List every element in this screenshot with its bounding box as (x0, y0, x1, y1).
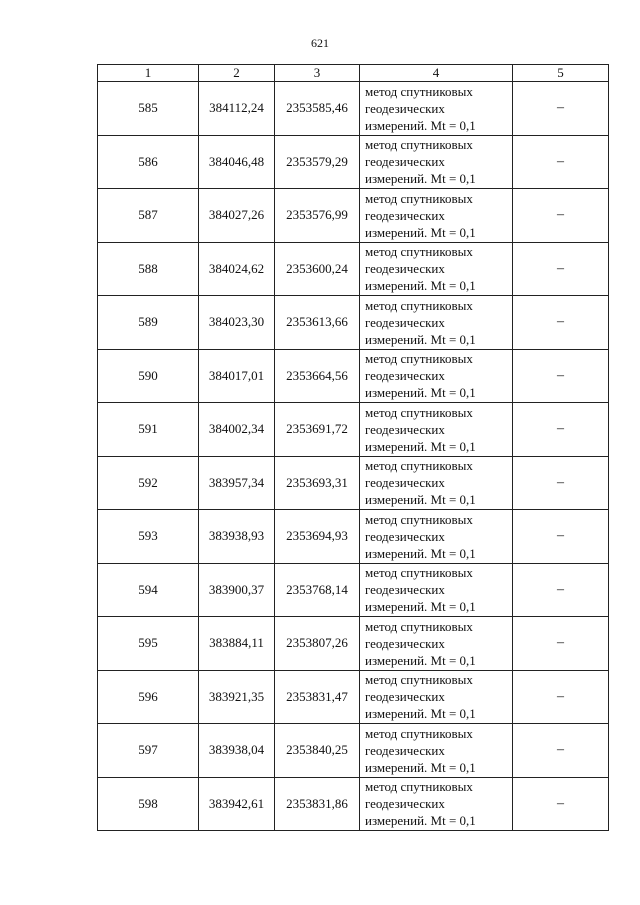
point-number-cell: 587 (98, 189, 199, 243)
table-body (98, 82, 609, 831)
method-cell (360, 403, 513, 457)
table-row (98, 510, 609, 564)
method-line: метод спутниковых (365, 404, 473, 420)
y-coordinate-cell: 2353807,26 (275, 617, 360, 671)
method-cell (360, 349, 513, 403)
note-cell: – (513, 670, 609, 724)
method-line: метод спутниковых (365, 672, 473, 688)
method-line: измерений. Mt = 0,1 (365, 171, 476, 187)
method-line: геодезических (365, 528, 445, 544)
note-cell: – (513, 724, 609, 778)
method-line: метод спутниковых (365, 779, 473, 795)
header-row (98, 65, 609, 82)
note-cell: – (513, 563, 609, 617)
method-cell (360, 670, 513, 724)
method-line: геодезических (365, 421, 445, 437)
method-line: геодезических (365, 796, 445, 812)
table-row (98, 456, 609, 510)
method-line: измерений. Mt = 0,1 (365, 438, 476, 454)
method-line: метод спутниковых (365, 137, 473, 153)
note-cell: – (513, 349, 609, 403)
header-col-3: 3 (275, 65, 360, 82)
x-coordinate-cell: 383957,34 (199, 456, 275, 510)
y-coordinate-cell: 2353613,66 (275, 296, 360, 350)
y-coordinate-cell: 2353579,29 (275, 135, 360, 189)
y-coordinate-cell: 2353576,99 (275, 189, 360, 243)
method-line: геодезических (365, 689, 445, 705)
table-row (98, 349, 609, 403)
x-coordinate-cell: 384027,26 (199, 189, 275, 243)
note-cell: – (513, 82, 609, 136)
x-coordinate-cell: 384112,24 (199, 82, 275, 136)
method-line: измерений. Mt = 0,1 (365, 331, 476, 347)
x-coordinate-cell: 384046,48 (199, 135, 275, 189)
method-cell (360, 510, 513, 564)
method-cell (360, 135, 513, 189)
note-cell: – (513, 135, 609, 189)
point-number-cell: 590 (98, 349, 199, 403)
method-line: геодезических (365, 314, 445, 330)
header-col-1: 1 (98, 65, 199, 82)
point-number-cell: 588 (98, 242, 199, 296)
x-coordinate-cell: 383942,61 (199, 777, 275, 831)
method-line: геодезических (365, 368, 445, 384)
note-cell: – (513, 242, 609, 296)
y-coordinate-cell: 2353831,86 (275, 777, 360, 831)
method-line: геодезических (365, 100, 445, 116)
table-row (98, 296, 609, 350)
x-coordinate-cell: 383884,11 (199, 617, 275, 671)
x-coordinate-cell: 384002,34 (199, 403, 275, 457)
method-line: геодезических (365, 261, 445, 277)
method-line: метод спутниковых (365, 351, 473, 367)
y-coordinate-cell: 2353693,31 (275, 456, 360, 510)
note-cell: – (513, 510, 609, 564)
y-coordinate-cell: 2353691,72 (275, 403, 360, 457)
table-row (98, 242, 609, 296)
x-coordinate-cell: 383938,04 (199, 724, 275, 778)
table-row (98, 135, 609, 189)
coordinates-table (97, 64, 609, 831)
method-cell (360, 242, 513, 296)
table-header (98, 65, 609, 82)
method-line: измерений. Mt = 0,1 (365, 759, 476, 775)
method-line: измерений. Mt = 0,1 (365, 385, 476, 401)
method-line: метод спутниковых (365, 458, 473, 474)
method-line: метод спутниковых (365, 297, 473, 313)
note-cell: – (513, 189, 609, 243)
table-row (98, 563, 609, 617)
point-number-cell: 593 (98, 510, 199, 564)
method-line: геодезических (365, 475, 445, 491)
y-coordinate-cell: 2353664,56 (275, 349, 360, 403)
method-cell (360, 777, 513, 831)
method-line: измерений. Mt = 0,1 (365, 652, 476, 668)
point-number-cell: 596 (98, 670, 199, 724)
point-number-cell: 591 (98, 403, 199, 457)
y-coordinate-cell: 2353768,14 (275, 563, 360, 617)
point-number-cell: 585 (98, 82, 199, 136)
x-coordinate-cell: 384023,30 (199, 296, 275, 350)
y-coordinate-cell: 2353585,46 (275, 82, 360, 136)
point-number-cell: 597 (98, 724, 199, 778)
method-line: измерений. Mt = 0,1 (365, 706, 476, 722)
point-number-cell: 594 (98, 563, 199, 617)
x-coordinate-cell: 383900,37 (199, 563, 275, 617)
x-coordinate-cell: 384017,01 (199, 349, 275, 403)
method-line: измерений. Mt = 0,1 (365, 545, 476, 561)
y-coordinate-cell: 2353831,47 (275, 670, 360, 724)
table-row (98, 724, 609, 778)
method-line: измерений. Mt = 0,1 (365, 813, 476, 829)
method-line: метод спутниковых (365, 511, 473, 527)
method-cell (360, 563, 513, 617)
note-cell: – (513, 403, 609, 457)
header-col-2: 2 (199, 65, 275, 82)
note-cell: – (513, 296, 609, 350)
method-line: метод спутниковых (365, 618, 473, 634)
method-line: геодезических (365, 635, 445, 651)
table-row (98, 403, 609, 457)
method-cell (360, 189, 513, 243)
header-col-4: 4 (360, 65, 513, 82)
method-cell (360, 724, 513, 778)
method-line: метод спутниковых (365, 725, 473, 741)
x-coordinate-cell: 384024,62 (199, 242, 275, 296)
table-row (98, 189, 609, 243)
table-row (98, 777, 609, 831)
method-cell (360, 296, 513, 350)
method-line: измерений. Mt = 0,1 (365, 278, 476, 294)
point-number-cell: 595 (98, 617, 199, 671)
note-cell: – (513, 777, 609, 831)
table-row (98, 82, 609, 136)
method-line: геодезических (365, 154, 445, 170)
method-line: метод спутниковых (365, 83, 473, 99)
method-cell (360, 82, 513, 136)
y-coordinate-cell: 2353840,25 (275, 724, 360, 778)
point-number-cell: 589 (98, 296, 199, 350)
method-line: метод спутниковых (365, 565, 473, 581)
x-coordinate-cell: 383921,35 (199, 670, 275, 724)
method-line: измерений. Mt = 0,1 (365, 492, 476, 508)
point-number-cell: 598 (98, 777, 199, 831)
method-line: измерений. Mt = 0,1 (365, 224, 476, 240)
method-cell (360, 456, 513, 510)
method-cell (360, 617, 513, 671)
table-row (98, 670, 609, 724)
method-line: измерений. Mt = 0,1 (365, 117, 476, 133)
method-line: геодезических (365, 582, 445, 598)
method-line: геодезических (365, 742, 445, 758)
method-line: геодезических (365, 207, 445, 223)
y-coordinate-cell: 2353600,24 (275, 242, 360, 296)
header-col-5: 5 (513, 65, 609, 82)
point-number-cell: 592 (98, 456, 199, 510)
page-number: 621 (311, 36, 329, 50)
method-line: метод спутниковых (365, 190, 473, 206)
table-row (98, 617, 609, 671)
x-coordinate-cell: 383938,93 (199, 510, 275, 564)
y-coordinate-cell: 2353694,93 (275, 510, 360, 564)
method-line: измерений. Mt = 0,1 (365, 599, 476, 615)
method-line: метод спутниковых (365, 244, 473, 260)
note-cell: – (513, 456, 609, 510)
point-number-cell: 586 (98, 135, 199, 189)
note-cell: – (513, 617, 609, 671)
